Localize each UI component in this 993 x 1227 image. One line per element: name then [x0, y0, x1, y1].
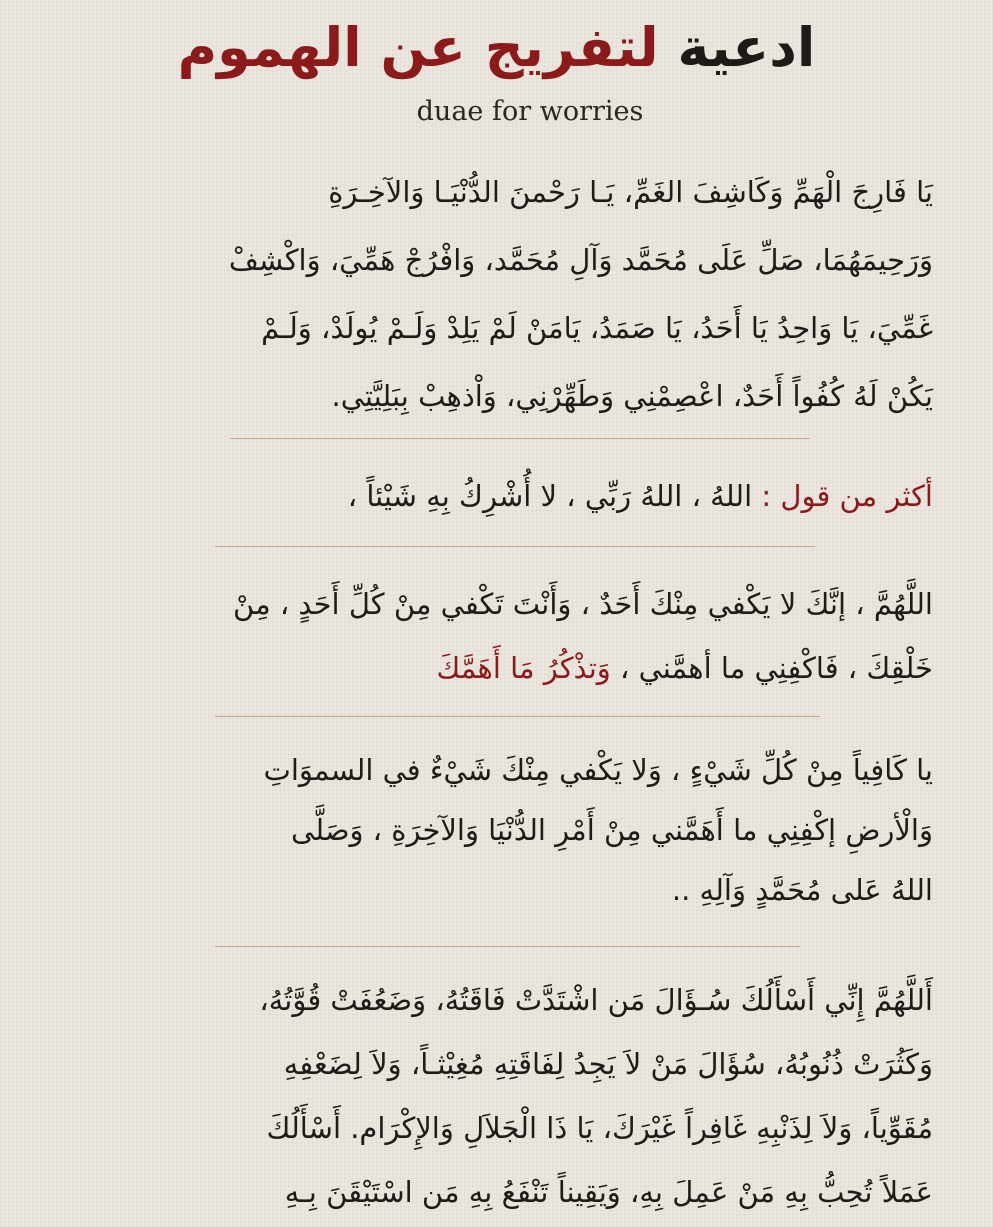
page-subtitle: duae for worries: [416, 96, 644, 127]
page-title: [0, 8, 993, 88]
dua-5-line-1: أَللَّهُمَّ إِنِّي أَسْأَلُكَ سُـؤَالَ مَن اشْتَدَّتْ فَاقَتُهُ، وَضَعُفَتْ قُوَّتُهُ،: [259, 983, 933, 1017]
dua-2-prefix: أكثر من قول :: [761, 479, 933, 513]
dua-5-line-4: عَمَلاً تُحِبُّ بِهِ مَنْ عَمِلَ بِهِ، وَيَقِيناً تَنْفَعُ بِهِ مَن اسْتَيْقَنَ بِـهِ: [284, 1175, 933, 1209]
title-word-dark: ادعية: [677, 16, 816, 79]
dua-3-line-1: اللَّهُمَّ ، إنَّكَ لا يَكْفي مِنْكَ أَحَدٌ ، وَأَنْتَ تَكْفي مِنْ كُلِّ أَحَدٍ ، مِنْ: [233, 587, 933, 621]
dua-2-text: اللهُ ، اللهُ رَبِّي ، لا أُشْرِكُ بِهِ شَيْئاً ،: [347, 479, 753, 513]
divider-3: [215, 716, 820, 717]
dua-3-line-2-accent: وَتذْكُرُ مَا أَهَمَّكَ: [436, 651, 611, 685]
divider-4: [215, 946, 800, 947]
dua-1-line-1: يَا فَارِجَ الْهَمِّ وَكَاشِفَ الغَمِّ، يَـا رَحْمنَ الدُّنْيَـا وَالآخِـرَةِ: [328, 175, 933, 209]
dua-section-3: [60, 572, 933, 700]
dua-section-5: [60, 968, 933, 1224]
title-words-red: لتفريج عن الهموم: [177, 16, 659, 79]
dua-4-line-1: يا كَافِياً مِنْ كُلِّ شَيْءٍ ، وَلا يَكْفي مِنْكَ شَيْءٌ في السموَاتِ: [263, 753, 933, 787]
dua-1-line-4: يَكُنْ لَهُ كُفُواً أَحَدٌ، اعْصِمْنِي وَطَهِّرْنِي، وَاْذهِبْ بِبَلِيَّتِي.: [331, 379, 933, 413]
dua-5-line-3: مُقَوِّياً، وَلاَ لِذَنْبِهِ غَافِراً غَيْرَكَ، يَا ذَا الْجَلاَلِ وَالإِكْرَام. أَسْأَلُكَ: [266, 1111, 933, 1145]
dua-1-line-2: وَرَحِيمَهُمَا، صَلِّ عَلَى مُحَمَّد وَآلِ مُحَمَّد، وَافْرُجْ هَمِّيَ، وَاكْشِفْ: [228, 243, 933, 277]
dua-4-line-3: اللهُ عَلى مُحَمَّدٍ وَآلِهِ ..: [671, 873, 933, 907]
dua-section-4: [60, 740, 933, 920]
divider-1: [230, 438, 810, 439]
dua-5-line-2: وَكَثُرَتْ ذُنُوبُهُ، سُؤَالَ مَنْ لاَ يَجِدُ لِفَاقَتِهِ مُغِيْثـاً، وَلاَ لِضَعْفِهِ: [283, 1047, 933, 1081]
divider-2: [215, 546, 815, 547]
dua-4-line-2: وَالْأرضِ إكْفِنِي ما أَهَمَّني مِنْ أَمْرِ الدُّنْيَا وَالآخِرَةِ ، وَصَلَّى: [291, 813, 933, 847]
dua-1-line-3: غَمِّيَ، يَا وَاحِدُ يَا أَحَدُ، يَا صَمَدُ، يَامَنْ لَمْ يَلِدْ وَلَـمْ يُولَدْ، وَلَـمْ: [261, 311, 933, 345]
dua-3-line-2-main: خَلْقِكَ ، فَاكْفِنِي ما أهمَّني ،: [620, 651, 933, 685]
dua-section-1: [60, 158, 933, 430]
dua-section-2: [60, 466, 933, 526]
dua-2-line: [60, 466, 933, 526]
dua-3-line-2: [60, 636, 933, 700]
